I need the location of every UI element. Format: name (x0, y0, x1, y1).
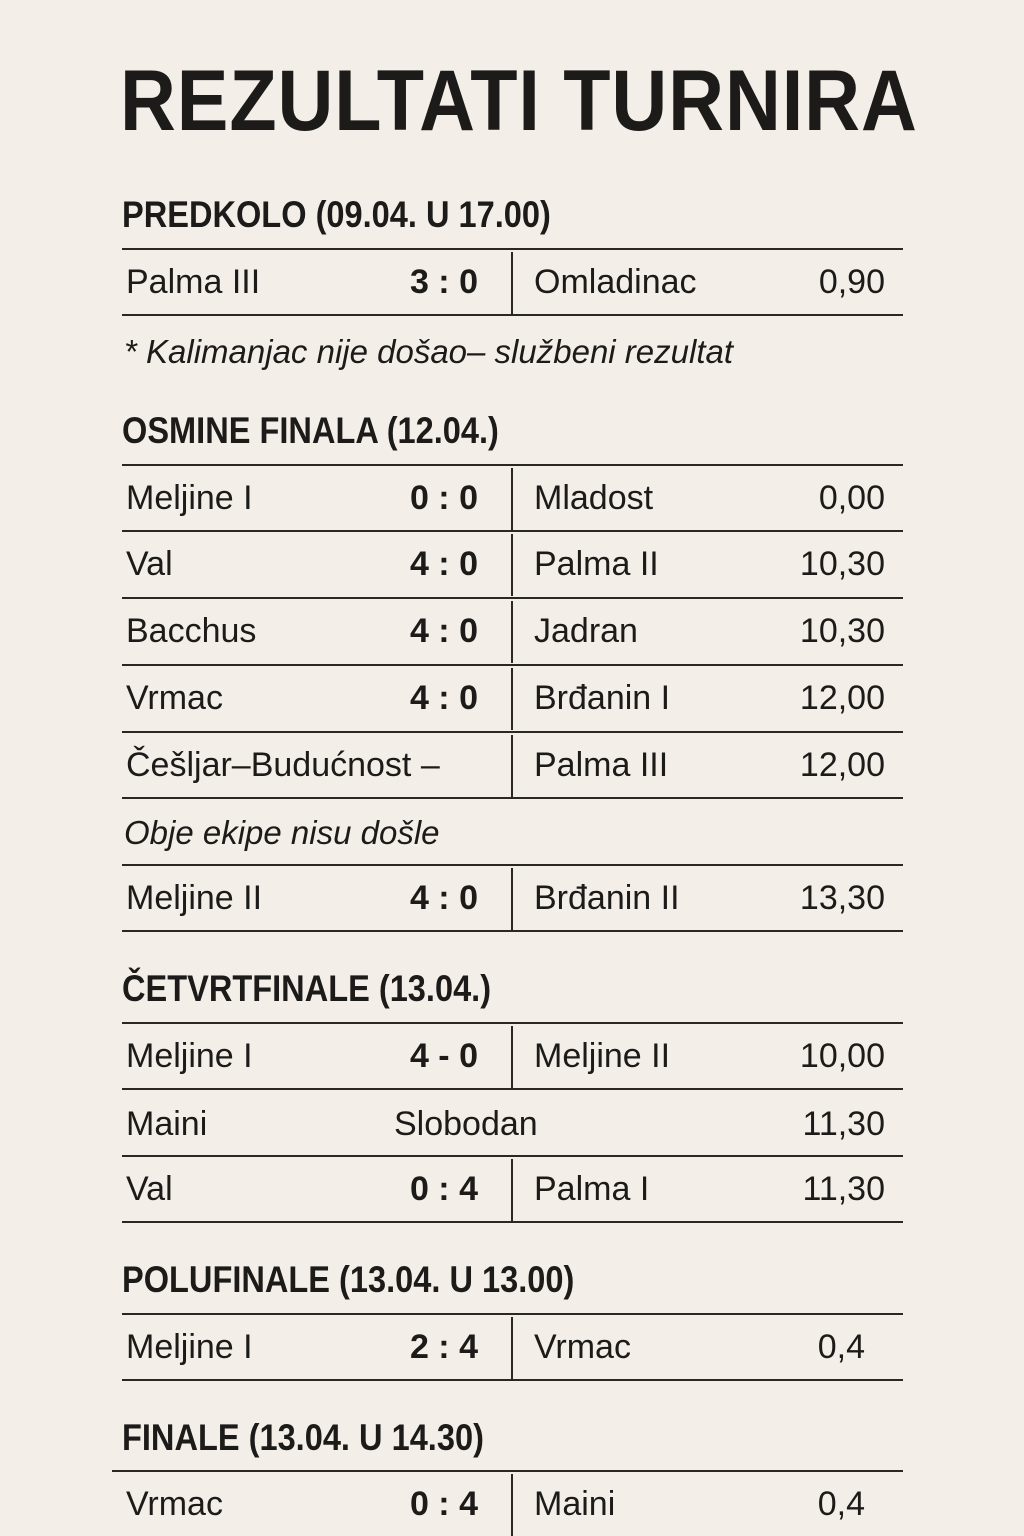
opponent-name: Slobodan (394, 1105, 538, 1143)
match-score: 3 : 0 (409, 263, 478, 301)
home-team: Meljine I (126, 1037, 253, 1075)
match-row (122, 1092, 903, 1156)
note-predkolo: * Kalimanjac nije došao– službeni rezultat (124, 333, 734, 370)
divider (122, 797, 903, 799)
match-score: 2 : 4 (409, 1328, 478, 1366)
match-score: 4 - 0 (409, 1037, 478, 1075)
home-team: Meljine I (126, 479, 253, 517)
match-row (122, 1024, 903, 1088)
match-time: 12,00 (799, 679, 885, 717)
match-row (122, 733, 903, 797)
match-time: 0,4 (817, 1485, 865, 1523)
match-row (122, 866, 903, 930)
match-row (122, 599, 903, 663)
match-score: 0 : 4 (409, 1485, 478, 1523)
home-team: Maini (126, 1105, 208, 1143)
home-team: Meljine I (126, 1328, 253, 1366)
match-time: 12,00 (799, 746, 885, 784)
match-time: 0,00 (818, 479, 885, 517)
away-team: Brđanin II (534, 879, 680, 917)
match-row (122, 1315, 903, 1379)
away-team: Vrmac (534, 1328, 631, 1366)
match-time: 10,00 (799, 1037, 885, 1075)
column-divider (511, 252, 513, 314)
divider (122, 314, 903, 316)
section-title-predkolo: PREDKOLO (09.04. U 17.00) (122, 194, 551, 235)
column-divider (511, 868, 513, 930)
column-divider (511, 1159, 513, 1221)
away-team: Palma III (534, 746, 669, 784)
match-score: 0 : 0 (409, 479, 478, 517)
column-divider (511, 1474, 513, 1536)
match-row (122, 250, 903, 314)
home-team: Češljar–Budućnost – (126, 746, 440, 784)
home-team: Palma III (126, 263, 261, 301)
section-title-polufinale: POLUFINALE (13.04. U 13.00) (122, 1259, 575, 1300)
match-score: 0 : 4 (409, 1170, 478, 1208)
divider (122, 930, 903, 932)
match-score: 4 : 0 (409, 545, 478, 583)
home-team: Val (126, 545, 173, 583)
match-time: 11,30 (802, 1105, 885, 1143)
away-team: Palma I (534, 1170, 650, 1208)
match-time: 10,30 (799, 612, 885, 650)
match-score: 4 : 0 (409, 879, 478, 917)
match-time: 0,4 (817, 1328, 865, 1366)
match-time: 10,30 (799, 545, 885, 583)
match-row (122, 532, 903, 596)
match-score: 4 : 0 (409, 679, 478, 717)
match-time: 0,90 (818, 263, 885, 301)
note-osmine: Obje ekipe nisu došle (124, 814, 440, 851)
home-team: Vrmac (126, 1485, 223, 1523)
match-time: 13,30 (799, 879, 885, 917)
away-team: Omladinac (534, 263, 697, 301)
match-row (122, 1157, 903, 1221)
divider (122, 1379, 903, 1381)
match-row (122, 1472, 903, 1536)
home-team: Bacchus (126, 612, 257, 650)
column-divider (511, 668, 513, 730)
section-title-cetvrtfinale: ČETVRTFINALE (13.04.) (122, 968, 492, 1009)
divider (122, 1088, 903, 1090)
page-title: REZULTATI TURNIRA (120, 53, 918, 149)
away-team: Maini (534, 1485, 616, 1523)
column-divider (511, 735, 513, 797)
section-title-finale: FINALE (13.04. U 14.30) (122, 1417, 484, 1458)
match-row (122, 666, 903, 730)
home-team: Val (126, 1170, 173, 1208)
home-team: Vrmac (126, 679, 223, 717)
away-team: Brđanin I (534, 679, 671, 717)
column-divider (511, 468, 513, 530)
away-team: Jadran (534, 612, 638, 650)
column-divider (511, 601, 513, 663)
column-divider (511, 1317, 513, 1379)
home-team: Meljine II (126, 879, 263, 917)
section-title-osmine: OSMINE FINALA (12.04.) (122, 410, 499, 451)
column-divider (511, 1026, 513, 1088)
match-time: 11,30 (802, 1170, 885, 1208)
match-row (122, 466, 903, 530)
away-team: Mladost (534, 479, 654, 517)
match-score: 4 : 0 (409, 612, 478, 650)
away-team: Meljine II (534, 1037, 671, 1075)
column-divider (511, 534, 513, 596)
divider (122, 1221, 903, 1223)
away-team: Palma II (534, 545, 659, 583)
